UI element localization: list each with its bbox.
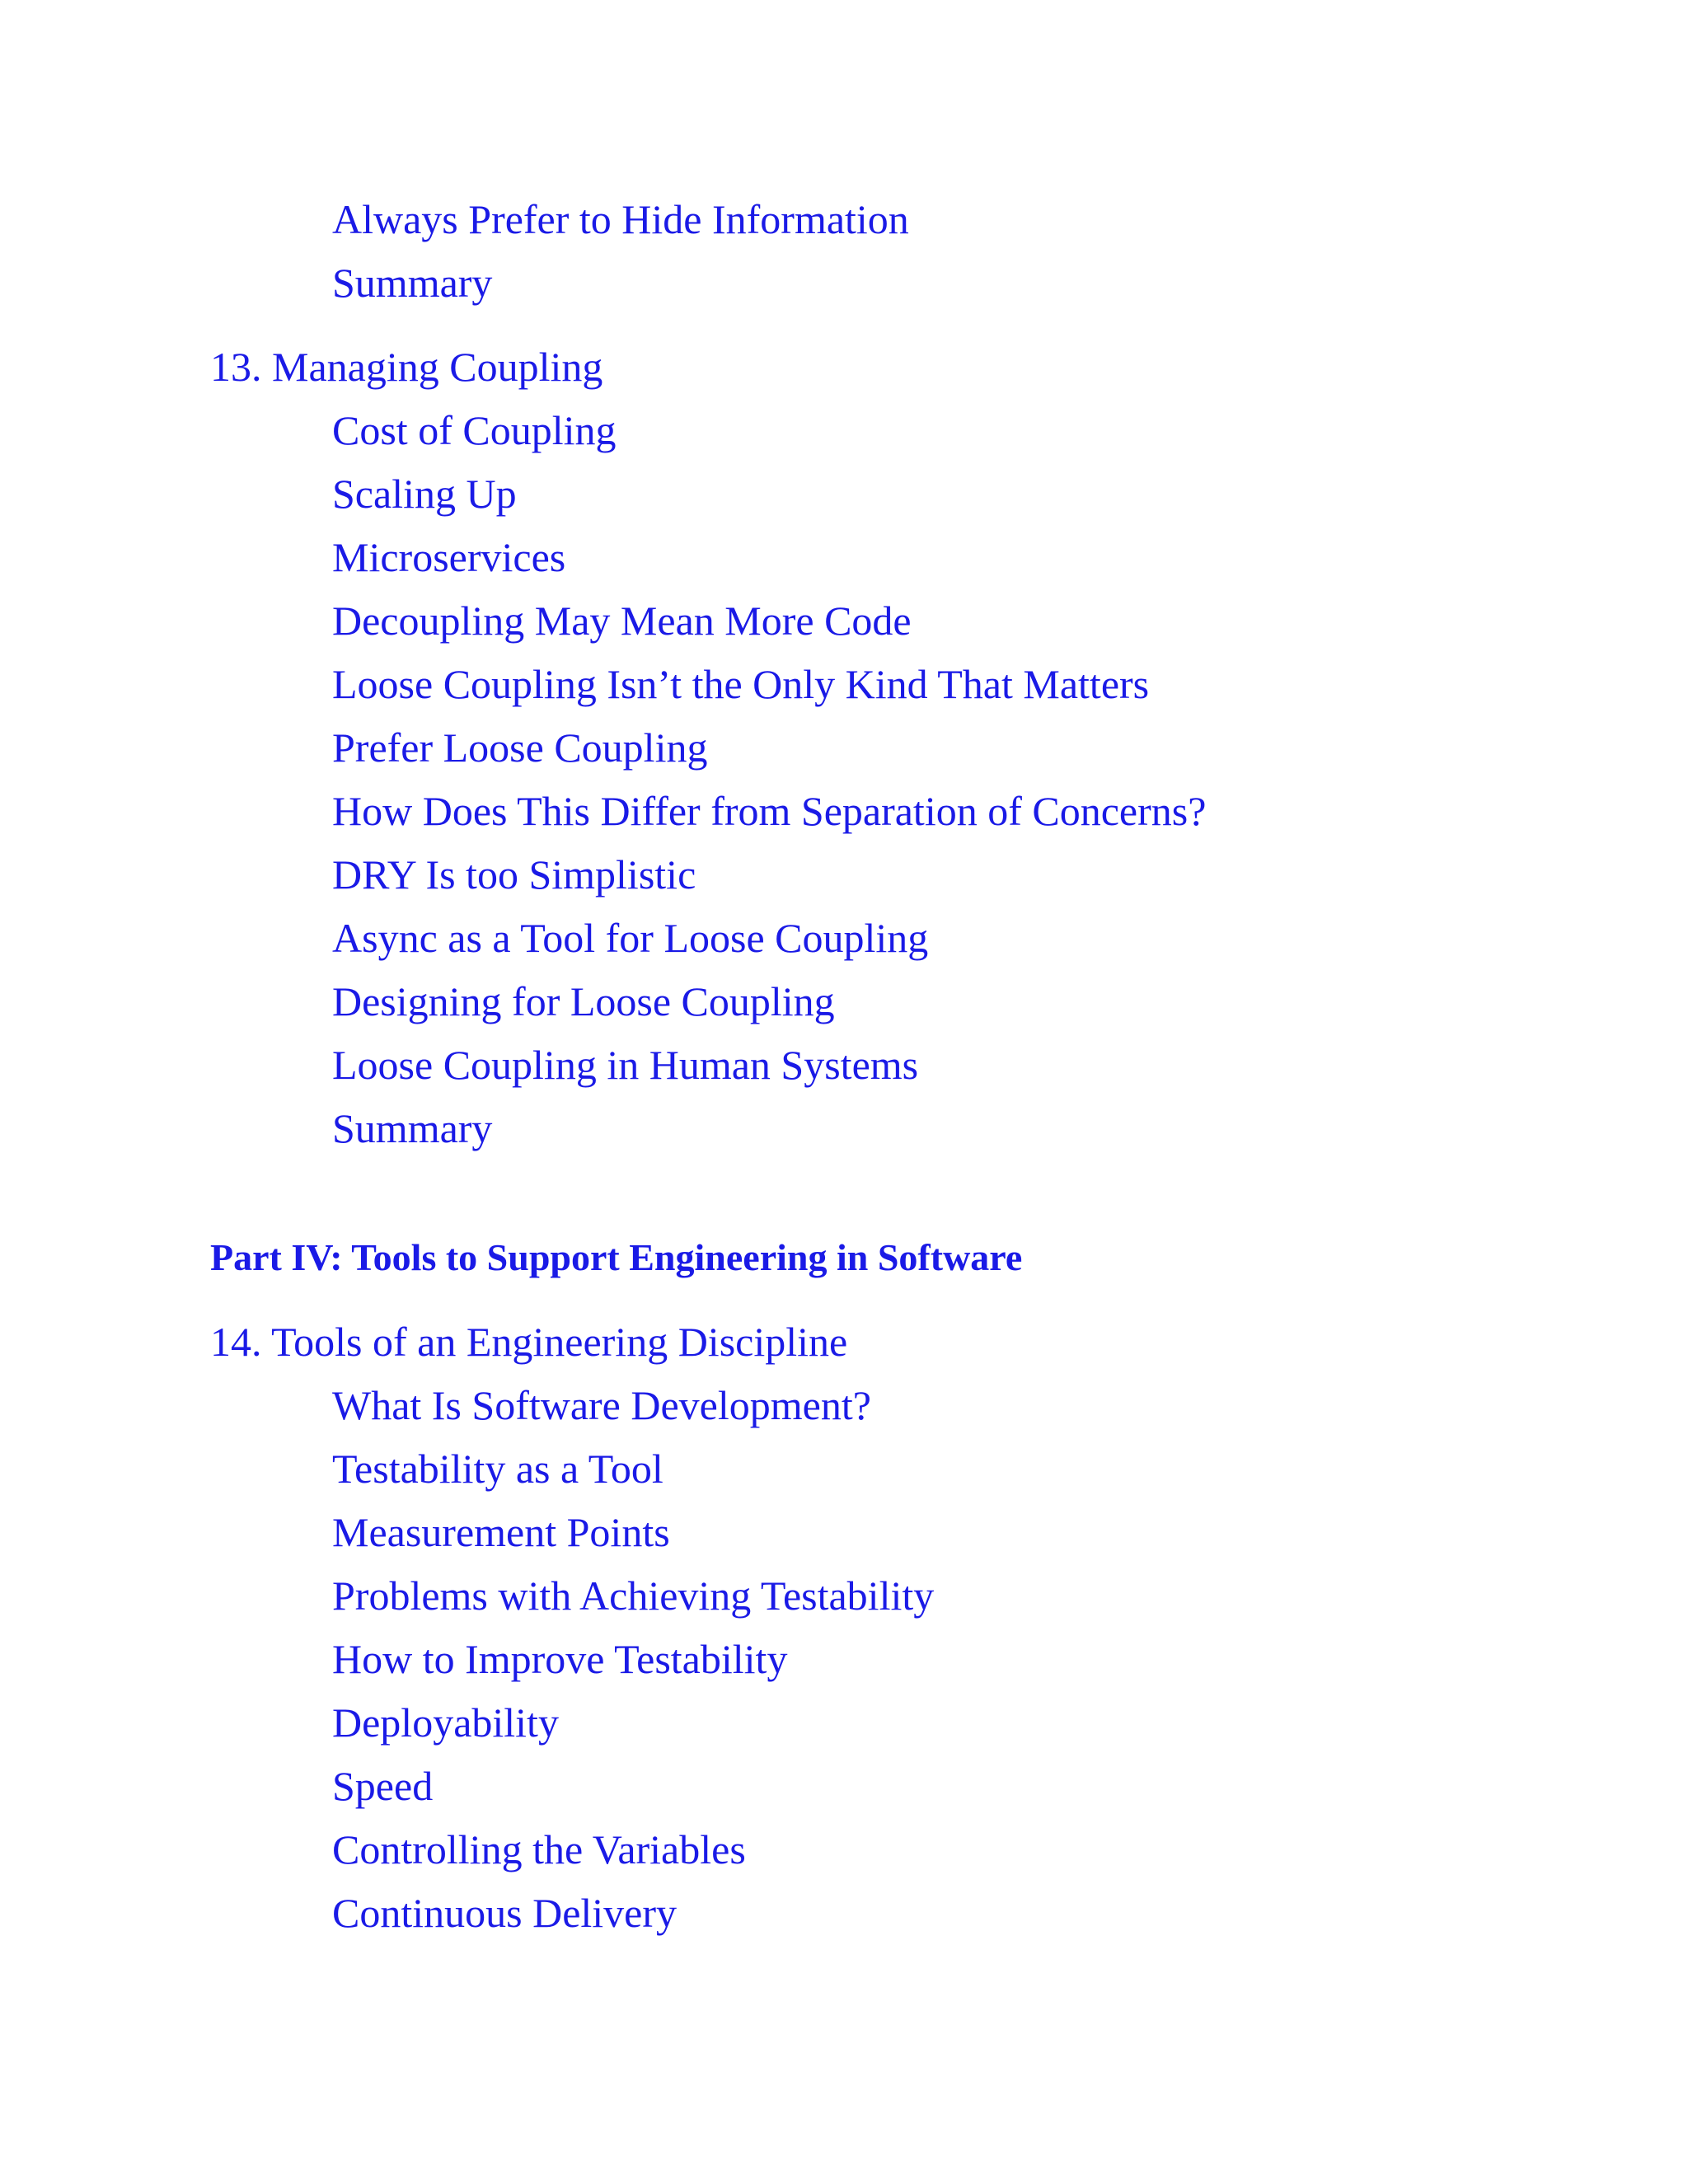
toc-link-measurement-points[interactable]: Measurement Points	[332, 1509, 670, 1555]
toc-link-cost-of-coupling[interactable]: Cost of Coupling	[332, 407, 617, 453]
toc-link-decoupling-may-mean-more-code[interactable]: Decoupling May Mean More Code	[332, 598, 912, 644]
toc-link-summary-13[interactable]: Summary	[332, 1105, 493, 1151]
toc-part-4[interactable]: Part IV: Tools to Support Engineering in Software	[210, 1236, 1023, 1278]
toc-link-controlling-the-variables[interactable]: Controlling the Variables	[332, 1826, 746, 1872]
toc-link-always-prefer-to-hide-information[interactable]: Always Prefer to Hide Information	[332, 196, 909, 242]
toc-link-designing-for-loose-coupling[interactable]: Designing for Loose Coupling	[332, 978, 835, 1024]
toc-link-what-is-software-development[interactable]: What Is Software Development?	[332, 1382, 871, 1428]
toc-link-loose-coupling-only-kind[interactable]: Loose Coupling Isn’t the Only Kind That Matters	[332, 661, 1150, 707]
toc-link-testability-as-a-tool[interactable]: Testability as a Tool	[332, 1446, 663, 1492]
toc-chapter-13[interactable]: 13. Managing Coupling	[210, 344, 603, 390]
toc-link-summary[interactable]: Summary	[332, 260, 493, 306]
toc-link-microservices[interactable]: Microservices	[332, 534, 566, 580]
toc-link-improve-testability[interactable]: How to Improve Testability	[332, 1636, 788, 1682]
toc-link-prefer-loose-coupling[interactable]: Prefer Loose Coupling	[332, 724, 708, 771]
toc-link-dry-is-too-simplistic[interactable]: DRY Is too Simplistic	[332, 851, 696, 898]
toc-link-human-systems[interactable]: Loose Coupling in Human Systems	[332, 1042, 919, 1088]
toc-link-deployability[interactable]: Deployability	[332, 1699, 559, 1746]
toc-chapter-14[interactable]: 14. Tools of an Engineering Discipline	[210, 1319, 848, 1365]
toc-link-problems-testability[interactable]: Problems with Achieving Testability	[332, 1572, 935, 1619]
toc-link-async-tool[interactable]: Async as a Tool for Loose Coupling	[332, 915, 929, 961]
toc-link-scaling-up[interactable]: Scaling Up	[332, 471, 517, 517]
toc-link-speed[interactable]: Speed	[332, 1763, 434, 1809]
toc-link-separation-of-concerns[interactable]: How Does This Differ from Separation of Concerns?	[332, 788, 1207, 834]
toc-link-continuous-delivery[interactable]: Continuous Delivery	[332, 1890, 678, 1936]
